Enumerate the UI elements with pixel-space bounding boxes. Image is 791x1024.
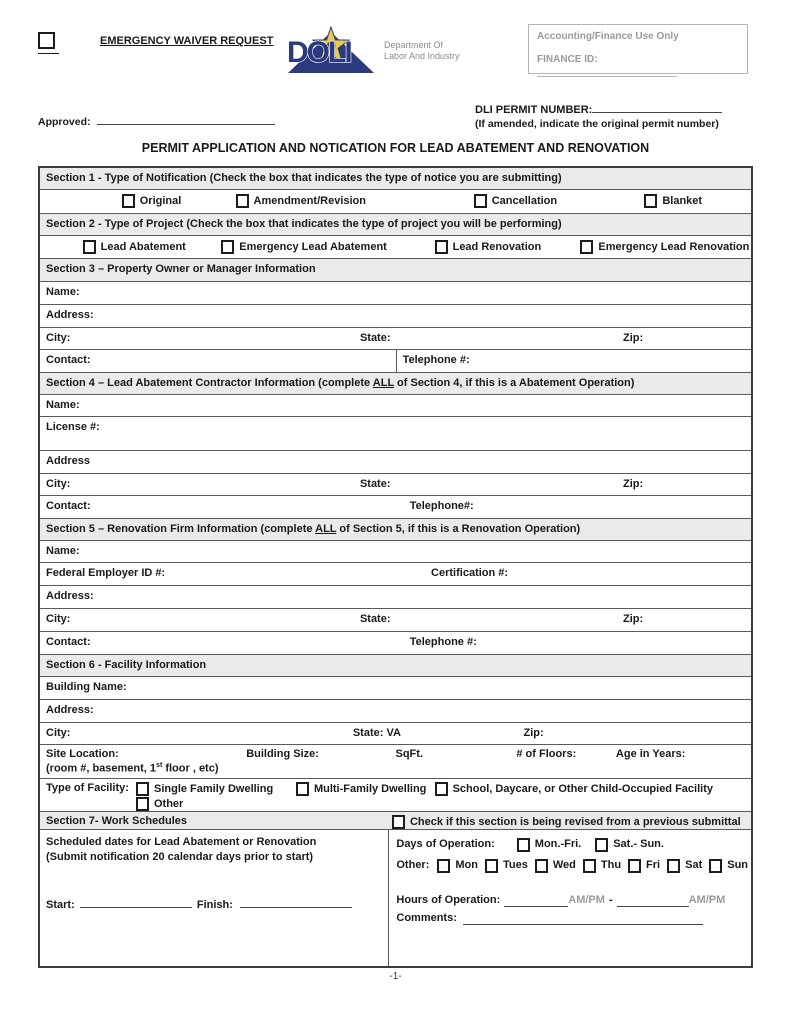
s4-license-row[interactable]: License #: xyxy=(40,416,751,450)
start-date-field[interactable] xyxy=(80,896,192,908)
days-of-operation-row: Days of Operation: Mon.-Fri. Sat.- Sun. xyxy=(396,838,664,850)
finance-id-label: FINANCE ID: xyxy=(537,54,598,65)
section2-header: Section 2 - Type of Project (Check the box that indicates the type of project you will be performing) xyxy=(40,213,751,235)
s5-city-state-zip-row[interactable]: City: State: Zip: xyxy=(40,608,751,631)
section7-right-cell xyxy=(396,835,749,926)
s3-name-row[interactable]: Name: xyxy=(40,281,751,304)
permit-number-note: (If amended, indicate the original permit number) xyxy=(475,118,719,130)
permit-number-block xyxy=(475,101,750,130)
section1-options-row xyxy=(40,189,751,213)
blanket-checkbox[interactable] xyxy=(644,194,657,208)
comments-field[interactable] xyxy=(463,913,703,925)
s3-city-state-zip-row[interactable]: City: State: Zip: xyxy=(40,327,751,349)
site-location-note: (room #, basement, 1st floor , etc) xyxy=(46,762,219,775)
emergency-lead-abatement-checkbox[interactable] xyxy=(221,240,234,254)
emergency-waiver-row xyxy=(38,32,273,54)
finance-id-field[interactable] xyxy=(537,65,677,77)
option-cancellation: Cancellation xyxy=(474,194,557,208)
section4-header: Section 4 – Lead Abatement Contractor Information (complete ALL of Section 4, if this is a Abatement Operation) xyxy=(40,372,751,394)
s5-federal-id-row[interactable]: Federal Employer ID #: Certification #: xyxy=(40,562,751,585)
revised-section-checkbox[interactable] xyxy=(392,815,405,829)
s6-city-state-zip-row[interactable]: City: State: VA Zip: xyxy=(40,722,751,744)
cell-divider xyxy=(388,830,389,966)
s4-name-row[interactable]: Name: xyxy=(40,394,751,416)
original-checkbox[interactable] xyxy=(122,194,135,208)
option-single-family: Single Family Dwelling xyxy=(136,782,273,796)
section3-header: Section 3 – Property Owner or Manager Information xyxy=(40,258,751,281)
mon-fri-checkbox[interactable] xyxy=(517,838,530,852)
s4-address-row[interactable]: Address xyxy=(40,450,751,473)
approved-label: Approved: xyxy=(38,116,91,128)
s4-contact-telephone-row[interactable]: Contact: Telephone#: xyxy=(40,495,751,518)
doli-logo-acronym: DOLI xyxy=(287,36,351,69)
finish-date-field[interactable] xyxy=(240,896,352,908)
sun-checkbox[interactable] xyxy=(709,859,722,873)
option-emergency-lead-renovation: Emergency Lead Renovation xyxy=(580,240,749,254)
cell-divider xyxy=(396,350,397,372)
option-lead-renovation: Lead Renovation xyxy=(435,240,542,254)
s3-contact-telephone-row[interactable]: Contact: Telephone #: xyxy=(40,349,751,372)
thu-checkbox[interactable] xyxy=(583,859,596,873)
start-finish-row: Start: Finish: xyxy=(46,896,352,911)
option-other-facility: Other xyxy=(136,797,183,811)
s5-name-row[interactable]: Name: xyxy=(40,540,751,562)
other-facility-checkbox[interactable] xyxy=(136,797,149,811)
revised-option: Check if this section is being revised from a previous submittal xyxy=(392,815,741,829)
single-family-checkbox[interactable] xyxy=(136,782,149,796)
option-mon: Mon xyxy=(437,858,478,873)
s6-address-row[interactable]: Address: xyxy=(40,699,751,722)
option-original: Original xyxy=(122,194,182,208)
approved-field[interactable] xyxy=(97,113,275,125)
option-lead-abatement: Lead Abatement xyxy=(83,240,186,254)
s4-city-state-zip-row[interactable]: City: State: Zip: xyxy=(40,473,751,495)
section5-header: Section 5 – Renovation Firm Information (complete ALL of Section 5, if this is a Renovation Operation) xyxy=(40,518,751,540)
hours-of-operation-row: Hours of Operation: AM/PM - AM/PM xyxy=(396,894,726,906)
hours-start-field[interactable] xyxy=(504,895,568,907)
state-value: VA xyxy=(386,727,401,739)
logo-department-text: Department Of Labor And Industry xyxy=(384,40,460,61)
option-sat: Sat xyxy=(667,858,702,873)
sat-sun-checkbox[interactable] xyxy=(595,838,608,852)
emergency-waiver-underline xyxy=(38,49,59,54)
option-sat-sun: Sat.- Sun. xyxy=(595,837,664,852)
s3-address-row[interactable]: Address: xyxy=(40,304,751,327)
wed-checkbox[interactable] xyxy=(535,859,548,873)
option-school-daycare: School, Daycare, or Other Child-Occupied Facility xyxy=(435,782,713,796)
sat-checkbox[interactable] xyxy=(667,859,680,873)
section6-header: Section 6 - Facility Information xyxy=(40,654,751,676)
emergency-lead-renovation-checkbox[interactable] xyxy=(580,240,593,254)
approved-row xyxy=(38,113,275,128)
s6-building-name-row[interactable]: Building Name: xyxy=(40,676,751,699)
finance-box-title: Accounting/Finance Use Only xyxy=(537,31,679,42)
page-number: -1- xyxy=(389,971,402,982)
form-table xyxy=(38,166,753,968)
amendment-revision-checkbox[interactable] xyxy=(236,194,249,208)
s6-site-location-row[interactable]: Site Location: Building Size: SqFt. # of Floors: Age in Years: (room #, basement, 1st floor , etc) xyxy=(40,744,751,778)
s5-address-row[interactable]: Address: xyxy=(40,585,751,608)
scheduled-dates-text: Scheduled dates for Lead Abatement or Renovation (Submit notification 20 calendar days prior to start) xyxy=(46,836,317,863)
option-fri: Fri xyxy=(628,858,660,873)
option-tues: Tues xyxy=(485,858,528,873)
section1-header: Section 1 - Type of Notification (Check the box that indicates the type of notice you are submitting) xyxy=(40,168,751,189)
school-daycare-checkbox[interactable] xyxy=(435,782,448,796)
cancellation-checkbox[interactable] xyxy=(474,194,487,208)
permit-number-field[interactable] xyxy=(592,101,722,113)
emergency-waiver-label: EMERGENCY WAIVER REQUEST xyxy=(100,35,274,47)
lead-renovation-checkbox[interactable] xyxy=(435,240,448,254)
option-mon-fri: Mon.-Fri. xyxy=(517,837,581,852)
s6-facility-type-row: Type of Facility: Single Family Dwelling Multi-Family Dwelling School, Daycare, or Other Child-Occupied Facility Other xyxy=(40,778,751,811)
other-days-row: Other: Mon Tues Wed Thu Fri Sat Sun xyxy=(396,859,749,871)
hours-end-field[interactable] xyxy=(617,895,689,907)
option-sun: Sun xyxy=(709,858,748,873)
option-amendment: Amendment/Revision xyxy=(236,194,366,208)
section7-header: Section 7- Work Schedules Check if this section is being revised from a previous submittal xyxy=(40,811,751,829)
option-emergency-lead-abatement: Emergency Lead Abatement xyxy=(221,240,387,254)
permit-number-label: DLI PERMIT NUMBER: xyxy=(475,104,593,116)
emergency-waiver-checkbox[interactable] xyxy=(38,32,55,49)
mon-checkbox[interactable] xyxy=(437,859,450,873)
option-thu: Thu xyxy=(583,858,621,873)
option-blanket: Blanket xyxy=(644,194,702,208)
doli-logo-graphic xyxy=(286,26,376,76)
section7-body xyxy=(40,829,751,966)
section2-options-row xyxy=(40,235,751,258)
comments-row: Comments: xyxy=(396,911,745,926)
multi-family-checkbox[interactable] xyxy=(296,782,309,796)
option-wed: Wed xyxy=(535,858,576,873)
finance-use-only-box xyxy=(528,24,748,74)
tues-checkbox[interactable] xyxy=(485,859,498,873)
s5-contact-telephone-row[interactable]: Contact: Telephone #: xyxy=(40,631,751,654)
doli-logo xyxy=(286,26,460,76)
fri-checkbox[interactable] xyxy=(628,859,641,873)
option-multi-family: Multi-Family Dwelling xyxy=(296,782,426,796)
form-title: PERMIT APPLICATION AND NOTICATION FOR LEAD ABATEMENT AND RENOVATION xyxy=(141,141,650,155)
lead-abatement-checkbox[interactable] xyxy=(83,240,96,254)
